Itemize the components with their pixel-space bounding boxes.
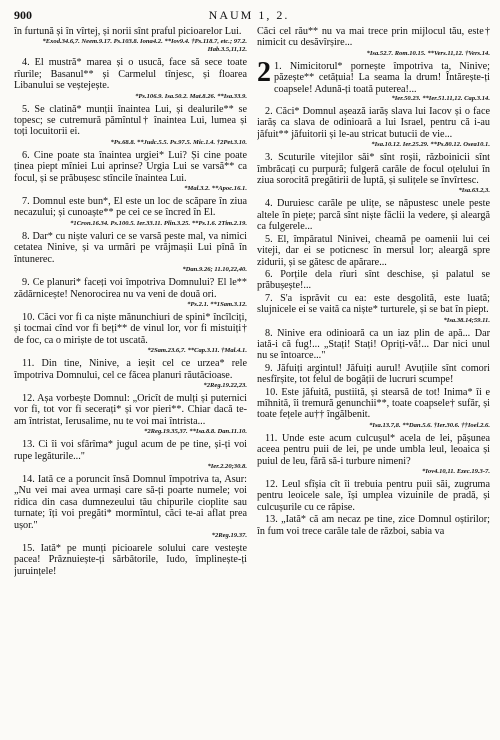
chapter-number: 2 [257, 56, 271, 88]
verse-text: 13. Ci îi voi sfărîma* jugul acum de pe tine, și-ți voi rupe legăturile..." [14, 439, 247, 462]
verse-text: Căci cel rău** nu va mai trece prin mijlocul tău, este† nimicit cu desăvîrșire... [257, 26, 490, 49]
cross-reference: *Ier.50.23. **Ier.51.11,12. Cap.3.14. [391, 95, 490, 103]
verse-text: 12. Așa vorbește Domnul: „Oricît de mulți și puternici vor fi, tot vor fi secerați* și vor pieri**. Chiar dacă te-am întristat, Ierusalime, nu te voi mai întrista... [14, 392, 247, 427]
verse-text: 11. Din tine, Ninive, a ieșit cel ce urzea* rele împotriva Domnului, cel ce făcea planuri răutăcioase. [14, 358, 247, 381]
verse-text: 2. Căci* Domnul așează iarăș slava lui Iacov și o face iarăș ca slava de odinioară a lui Israel, pentru că i-au jăfuit** jăfuitorii și le-au stricat butucii de vie... [257, 106, 490, 140]
cross-reference: *Ps.2.1. **1Sam.3.12. [187, 300, 247, 308]
verse-text: 10. Este jăfuită, pustiită, și stearsă de tot! Inima* îi e mîhnită, îi tremură genunchii**, toate coapsele† sufăr, și toate fețele au†† îngălbenit. [257, 386, 490, 421]
cross-reference: *2Reg.19.37. [211, 532, 247, 539]
verse-text: 5. El, împăratul Ninivei, cheamă pe oamenii lui cei viteji, dar ei se poticnesc în mersul lor; aleargă spre zidurii, și se gătesc de apărare... [257, 233, 490, 268]
verse-text: 7. S'a isprăvit cu ea: este desgolită, este luată; slujnicele ei se vaită ca niște* turturele, și se bat în piept. [257, 292, 490, 316]
verse-text: 6. Porțile dela rîuri sînt deschise, și palatul se prăbușește!... [257, 268, 490, 292]
verse-text: 9. Jăfuiți argintul! Jăfuiți aurul! Avuțiile sînt comori nesfîrșite, tot felul de bogății de lucruri scumpe! [257, 362, 490, 386]
verse-text: 12. Leul sfîșia cît îi trebuia pentru puii săi, zugruma pentru leoicele sale, își umplea vizuinile de pradă, și culcușurile cu ce răpise. [257, 479, 490, 513]
cross-reference: *2Reg.19.22,23. [203, 381, 247, 389]
verse-text: 11. Unde este acum culcușul* acela de lei, pășunea aceea pentru puii de lei, pe unde umbla leul, leoaica și puiul de leu, fără să-i turbure nimeni? [257, 432, 490, 467]
verse-text: 6. Cine poate sta înaintea urgiei* Lui? Și cine poate ținea piept mîniei Lui aprinse? Urgia Lui se varsă** ca focul, și se prăbușesc stîncile înaintea Lui. [14, 149, 247, 184]
verse-text: 5. Se clatină* munții înaintea Lui, și dealurile** se topesc; se cutremură pămîntul† înaintea Lui, lumea și toți locuitorii ei. [14, 103, 247, 138]
cross-reference: *Iov4.10,11. Ezec.19.3-7. [422, 468, 490, 475]
page-number: 900 [14, 8, 32, 22]
cross-reference: *Ps.106.9. Isa.50.2. Mat.8.26. **Isa.33.9. [135, 92, 247, 100]
verse-text: 8. Ninive era odinioară ca un iaz plin de apă... Dar iată-i că fug!... „Stați! Stați! Opriți-vă!... Dar nici unul nu se întoarce..." [257, 327, 490, 362]
verse-text: 1. Nimicitorul* pornește împotriva ta, Ninive; păzește** cetățuia! La seama la drum! Întărește-ți coapsele! Adună-ți toată puterea!... [274, 60, 490, 95]
verse-text: 8. Dar* cu niște valuri ce se varsă peste mal, va nimici cetatea Ninive, și va urmări pe vrăjmașii Lui pînă în întunerec. [14, 230, 247, 265]
cross-reference: *Ps.68.8. **Judc.5.5. Ps.97.5. Mic.1.4. †2Pet.3.10. [110, 138, 247, 146]
right-column [257, 26, 490, 578]
verse-text: în furtună și în vîrtej, și norii sînt praful picioarelor Lui. [14, 26, 242, 37]
page-header [14, 8, 490, 24]
cross-reference: *Isa.13.7,8. **Dan.5.6. †Ier.30.6. ††Ioel.2.6. [369, 421, 490, 429]
running-title: NAUM 1, 2. [208, 8, 290, 22]
text-columns [14, 26, 490, 578]
cross-reference: *2Sam.23.6,7. **Cap.3.11. †Mal.4.1. [147, 347, 247, 355]
verse-text: 13. „Iată* că am necaz pe tine, zice Domnul oștirilor; în fum voi trece carăle tale de război, sabia va [257, 514, 490, 537]
verse-text: 4. El mustră* marea și o usucă, face să sece toate rîurile; Basanul** și Carmelul tînjesc, și floarea Libanului se veștejește. [14, 57, 247, 92]
verse-text: 4. Duruiesc carăle pe ulițe, se năpustesc unele peste altele în piețe; parcă sînt niște făclii la vedere, și aleargă ca fulgerele... [257, 198, 490, 233]
cross-reference: *Ier.2.20;30.8. [207, 462, 247, 470]
verse-text: 9. Ce planuri* faceți voi împotriva Domnului? El le** zădărnicește! Nenorocirea nu va veni de două ori. [14, 277, 247, 300]
verse-text: 15. Iată* pe munți picioarele solului care vestește pacea! Prăznuiește-ți sărbătorile, Iudo, împlinește-ți juruințele! [14, 543, 247, 577]
cross-reference: *Isa.10.12. Ier.25.29. **Ps.80.12. Osea10.1. [371, 141, 490, 149]
verse-text: 10. Căci vor fi ca niște mănunchiuri de spini* încîlciți, și tocmai cînd vor fi beți** de vinul lor, vor fi mistuiți† de foc, ca o miriște de tot uscată. [14, 311, 247, 346]
chapter-start [257, 56, 490, 95]
cross-reference: *2Reg.19.35,37. **Isa.8.8. Dan.11.10. [144, 428, 247, 436]
cross-reference: *Exod.34.6,7. Neem.9.17. Ps.103.8. Iona4.2. **Iov9.4. †Ps.118.7, etc.; 97.2. Hab.3.5,11,12. [42, 38, 247, 54]
cross-reference: *Isa.52.7. Rom.10.15. **Vers.11,12. †Vers.14. [366, 49, 490, 57]
verse-text: 7. Domnul este bun*, El este un loc de scăpare în ziua necazului; și cunoaște** pe cei ce se încred în El. [14, 196, 247, 219]
cross-reference: *Isa.38.14;59.11. [443, 316, 490, 324]
left-column [14, 26, 247, 578]
cross-reference: *Isa.63.2,3. [458, 187, 490, 195]
verse-text: 14. Iată ce a poruncit însă Domnul împotriva ta, Asur: „Nu vei mai avea urmași care să-ți poarte numele; voi ridica din casa dumnezeului tău chipurile cioplite sau turnate; îți voi pregăti* mormîntul, căci te-ai aflat prea ușor." [14, 473, 247, 531]
cross-reference: *1Cron.16.34. Ps.100.5. Ier.33.11. Plîn.3.25. **Ps.1.6. 2Tim.2.19. [70, 219, 247, 227]
cross-reference: *Dan.9.26; 11.10,22,40. [182, 266, 247, 274]
verse-text: 3. Scuturile vitejilor săi* sînt roșii, războinicii sînt îmbrăcați cu purpură; fulgeră carăle de focul oțelului în ziua sorocită pregătirii de luptă, și sulițele se învîrtesc. [257, 152, 490, 187]
cross-reference: *Mal.3.2. **Apoc.16.1. [184, 185, 247, 193]
